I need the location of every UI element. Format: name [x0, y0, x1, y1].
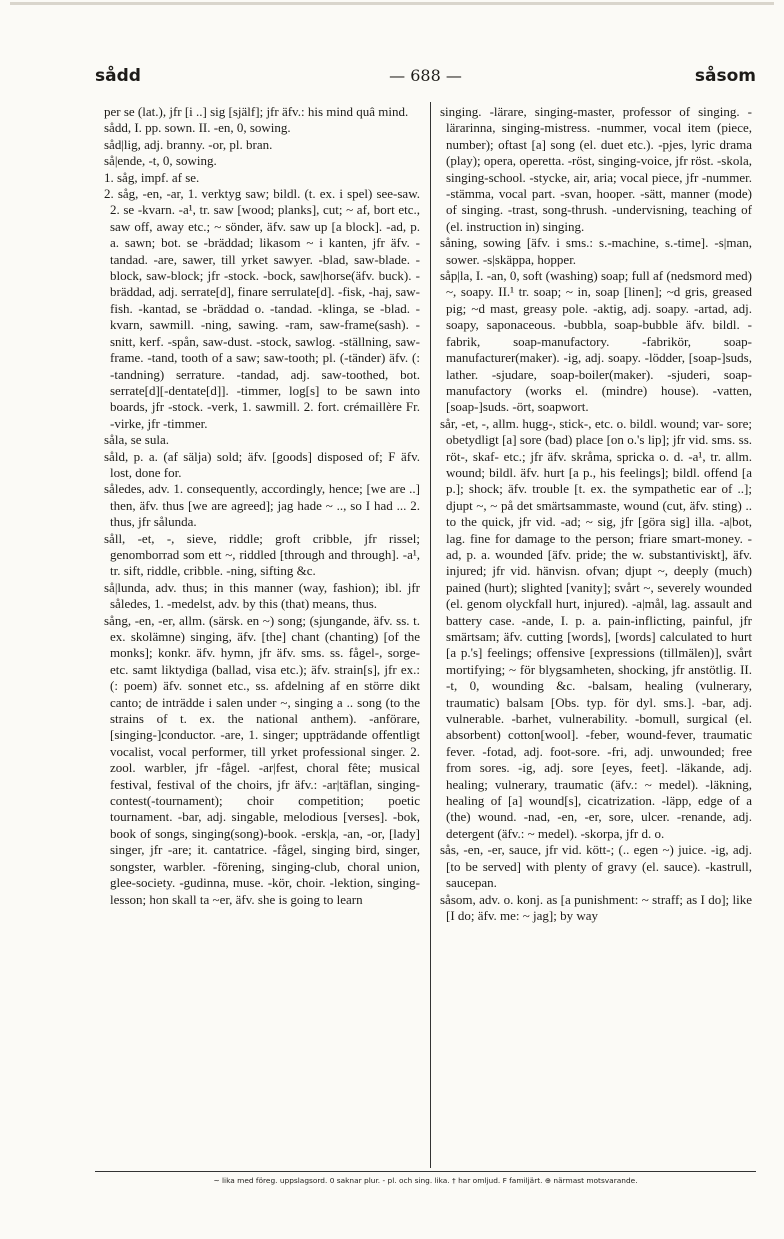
- footer-rule: [95, 1171, 756, 1172]
- page-number: — 688 —: [389, 66, 462, 85]
- dictionary-entry: sådd, I. pp. sown. II. -en, 0, sowing.: [104, 120, 291, 136]
- dictionary-entry: så|ende, -t, 0, sowing.: [104, 153, 217, 169]
- left-headword: sådd: [95, 66, 141, 86]
- column-divider: [430, 102, 431, 1168]
- dictionary-entry: sång, -en, -er, allm. (särsk. en ~) song; (sjungande, äfv. ss. t. ex. skolämne) singing, äfv. [the] chant (chanting) [of the monks]; konkr. äfv. hymn, jfr äfv. sms. ss. fågel-, sorge- etc. samt liktydiga (ballad, visa etc.); äfv. strain[s], jfr ex.: (: poem) äfv. sonnet etc., ss. afdelning af en större dikt canto; de inträdde i salen under ~, singing a .. song (to the strains of t. ex. the national anthem). -anförare, [singing-]conductor. -are, 1. singer; uppträdande offentligt vocalist, vocal performer, till yrket professional singer. 2. zool. warbler, jfr -fågel. -ar|fest, choral fête; musical festival, festival of the choirs, jfr äfv.: -ar|täflan, singing-contest(-tournament); choir competition; poetic tournament. -bar, adj. singable, melodious [verses]. -bok, book of songs, singing(song)-book. -ersk|a, -an, -or, [lady] singer, jfr -are; it. cantatrice. -fågel, singing bird, singer, songster, warbler. -förening, singing-club, choral union, glee-society. -gudinna, muse. -kör, choir. -lektion, singing-lesson; hon skall ta ~er, äfv. she is going to learn: [104, 612, 420, 907]
- dictionary-entry: såd|lig, adj. branny. -or, pl. bran.: [104, 136, 273, 152]
- page-header: [95, 66, 756, 94]
- abbreviation-legend: ~ lika med föreg. uppslagsord. 0 saknar plur. - pl. och sing. lika. † har omljud. F familjärt. ⊕ närmast motsvarande.: [213, 1176, 638, 1185]
- dictionary-entry: såla, se sula.: [104, 432, 169, 448]
- dictionary-entry: 1. såg, impf. af se.: [104, 169, 200, 185]
- dictionary-entry: singing. -lärare, singing-master, professor of singing. -lärarinna, singing-mistress. -nummer, vocal item (piece, number); oftast [a] song (el. duet etc.). -pjes, lyric drama (play); opera, operetta. -röst, singing-voice, jfr röst. -skola, singing-school. -stycke, air, aria; vocal piece, jfr -nummer. -stämma, vocal part. -svan, hooper. -sätt, manner (mode) of singing. -trast, song-thrush. -undervisning, teaching of (el. instruction in) singing.: [440, 104, 752, 234]
- dictionary-entry: sås, -en, -er, sauce, jfr vid. kött-; (.. egen ~) juice. -ig, adj. [to be served] with plenty of gravy (el. sauce). -kastrull, saucepan.: [440, 842, 752, 891]
- dictionary-entry: således, adv. 1. consequently, accordingly, hence; [we are ..] then, äfv. thus [we are agreed]; jag hade ~ .., so I had ... 2. thus, jfr sålunda.: [104, 481, 420, 530]
- dictionary-entry: såning, sowing [äfv. i sms.: s.-machine, s.-time]. -s|man, sower. -s|skäppa, hopper.: [440, 235, 752, 267]
- right-headword: såsom: [694, 66, 756, 86]
- dictionary-entry: såld, p. a. (af sälja) sold; äfv. [goods] disposed of; F äfv. lost, done for.: [104, 448, 420, 480]
- left-column: [104, 104, 420, 1164]
- dictionary-entry: såsom, adv. o. konj. as [a punishment: ~ straff; as I do]; like [I do; äfv. me: ~ jag]; by way: [440, 891, 752, 923]
- dictionary-entry: såll, -et, -, sieve, riddle; groft cribble, jfr rissel; genomborrad som ett ~, riddled [through and through]. -a¹, tr. sift, riddle, cribble. -ning, sifting &c.: [104, 530, 420, 579]
- top-edge-line: [10, 2, 774, 5]
- dictionary-entry: 2. såg, -en, -ar, 1. verktyg saw; bildl. (t. ex. i spel) see-saw. 2. se -kvarn. -a¹, tr. saw [wood; planks], cut; ~ af, bort etc., saw off, away etc.; ~ sönder, äfv. saw up [a block]. -ad, p. a. sawn; bot. se -bräddad; likasom ~ i kanten, jfr äfv. -tandad. -are, sawer, till yrket sawyer. -blad, saw-blade. -block, saw-block; jfr -stock. -bock, saw|horse(äfv. buck). -bräddad, adj. serrate[d], finare serrulate[d]. -fisk, -haj, saw-fish. -kantad, se -bräddad o. -tandad. -klinga, se -blad. -kvarn, sawmill. -ning, sawing. -ram, saw-frame(sash). -snitt, kerf. -spån, saw-dust. -stock, sawlog. -ställning, saw-frame. -tand, tooth of a saw; saw-tooth; pl. (-tänder) äfv. (: -tandning) serrature. -tandad, adj. saw-toothed, bot. serrate[d][-dentate[d]]. -timmer, log[s] to be sawn into boards, jfr -stock. -verk, 1. sawmill. 2. fort. crémaillère Fr. -virke, jfr -timmer.: [104, 186, 420, 431]
- dictionary-entry: per se (lat.), jfr [i ..] sig [själf]; jfr äfv.: his mind quâ mind.: [104, 104, 409, 119]
- dictionary-entry: sår, -et, -, allm. hugg-, stick-, etc. o. bildl. wound; var- sore; obetydligt [a] sore (bad) place [on o.'s lip]; jfr vid. sms. ss. röt-, skaf- etc.; jfr äfv. skråma, spricka o. d. -a¹, tr. allm. wound; bildl. äfv. hurt [a p., his feelings]; bildl. offend [a p.]; shock; äfv. trouble [t. ex. the sympathetic ear of ..]; djupt ~, ~ på det smärtsammaste, wound (cut, äfv. sting) .. to the quick, jfr vid. -ad; ~ sig, jfr [göra sig] illa. -a|bot, lag. fine for damage to the person; friare smart-money. -ad, p. a. wounded [äfv. pride; the w. substantiviskt], äfv. injured; jfr vid. hänvisn. ofvan; djupt ~, deeply (much) pained (hurt); slighted [vanity]; svårt ~, severely wounded (el. genom olyckfall hurt, injured). -a|mål, lag. assault and battery case. -ande, I. p. a. pain-inflicting, painful, jfr smärtsam; äfv. cutting [words], [words] calculated to hurt [a p.'s] feelings; offensive [expressions (tillmälen)], svårt mortifying; ~ för blygsamheten, shocking, jfr anstötlig. II. -t, 0, wounding &c. -balsam, healing (vulnerary, traumatic) balsam [Obs. typ. för dyl. sms.]. -bar, adj. vulnerable. -barhet, vulnerability. -bomull, surgical (el. absorbent) cotton[wool]. -feber, wound-fever, traumatic fever. -fotad, adj. foot-sore. -fri, adj. unwounded; free from sores. -ig, adj. sore [eyes, feet]. -läkande, adj. healing; vulnerary, traumatic (äfv.: ~ medel). -läkning, healing of [a] wound[s], cicatrization. -läpp, edge of a (the) wound. -nad, -en, -er, sore, ulcer. -renande, adj. detergent (äfv.: ~ medel). -skorpa, jfr d. o.: [440, 415, 752, 841]
- right-column: [440, 104, 752, 1164]
- dictionary-entry: så|lunda, adv. thus; in this manner (way, fashion); ibl. jfr således, 1. -medelst, adv. by this (that) means, thus.: [104, 579, 420, 612]
- dictionary-entry: såp|la, I. -an, 0, soft (washing) soap; full af (nedsmord med) ~, soapy. II.¹ tr. soap; ~ in, soap [linen]; ~d gris, greased pig; ~d mast, greasy pole. -aktig, adj. soapy. -artad, adj. soapy, saponaceous. -bubbla, soap-bubble äfv. bildl. -fabrik, soap-manufactory. -fabrikör, soap-manufacturer(maker). -ig, adj. soapy. -lödder, [soap-]suds, lather. -sjudare, soap-boiler(maker). -sjuderi, soap-manufactory (works el. (mindre) house). -vatten, [soap-]suds. -ört, soapwort.: [440, 268, 752, 415]
